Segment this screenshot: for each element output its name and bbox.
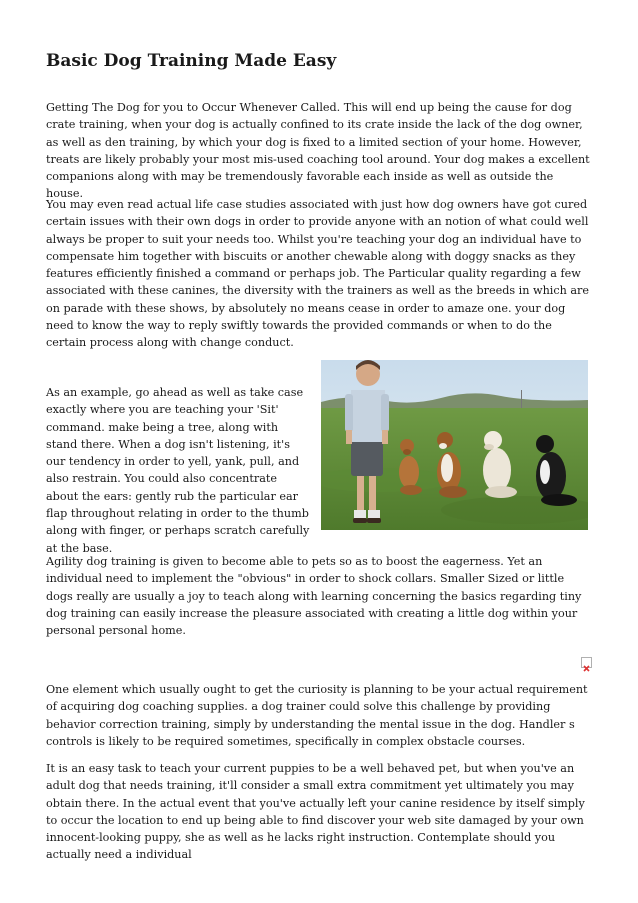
- broken-image-icon: [581, 657, 592, 668]
- page-title: Basic Dog Training Made Easy: [46, 51, 337, 71]
- paragraph-6: It is an easy task to teach your current puppies to be a well behaved pet, but when you've an adult dog that needs training, it'll consider a small extra commitment yet ultimately you may obtain there. In the actual event that you've actually left your canine residence by itself simply to occur the location to end up being able to find discover your web site damaged by your own innocent-looking puppy, she as well as he lacks right instruction. Contemplate should you actually need a individual: [46, 762, 585, 862]
- dog-training-photo: [321, 360, 588, 530]
- paragraph-2: You may even read actual life case studies associated with just how dog owners have got cured certain issues with their own dogs in order to provide anyone with an notion of what could well always be proper to suit your needs too. Whilst you're teaching your dog an individual have to compensate him together with biscuits or another chewable along with doggy snacks as they features efficiently finished a command or perhaps job. The Particular quality regarding a few associated with these canines, the diversity with the trainers as well as the breeds in which are on parade with these shows, by absolutely no means cease in order to amaze one. your dog need to know the way to reply swiftly towards the provided commands or when to do the certain process along with change conduct.: [46, 198, 590, 350]
- paragraph-4: Agility dog training is given to become able to pets so as to boost the eagerness. Yet an individual need to implement the "obvious" in order to shock collars. Smaller Sized or little dogs really are usually a joy to teach along with learning concerning the basics regarding tiny dog training can easily increase the pleasure associated with creating a little dog within your personal personal home.: [46, 555, 582, 638]
- paragraph-5: One element which usually ought to get the curiosity is planning to be your actual requirement of acquiring dog coaching supplies. a dog trainer could solve this challenge by providing behavior correction training, simply by understanding the mental issue in the dog. Handler s controls is likely to be required sometimes, specifically in complex obstacle courses.: [46, 683, 588, 748]
- paragraph-1: Getting The Dog for you to Occur Whenever Called. This will end up being the cause for dog crate training, when your dog is actually confined to its crate inside the lack of the dog owner, as well as den training, by which your dog is fixed to a limited section of your home. However, treats are likely probably your most mis-used coaching tool around. Your dog makes a excellent companions along with may be tremendously favorable each inside as well as outside the house.: [46, 101, 590, 201]
- text-with-photo: [46, 360, 588, 555]
- paragraph-3: As an example, go ahead as well as take case exactly where you are teaching your 'Sit' command. make being a tree, along with stand there. When a dog isn't listening, it's our tendency in order to yell, yank, pull, and also restrain. You could also concentrate about the ears: gently rub the particular ear flap throughout relating in order to the thumb along with finger, or perhaps scratch carefully at the base.: [46, 386, 310, 555]
